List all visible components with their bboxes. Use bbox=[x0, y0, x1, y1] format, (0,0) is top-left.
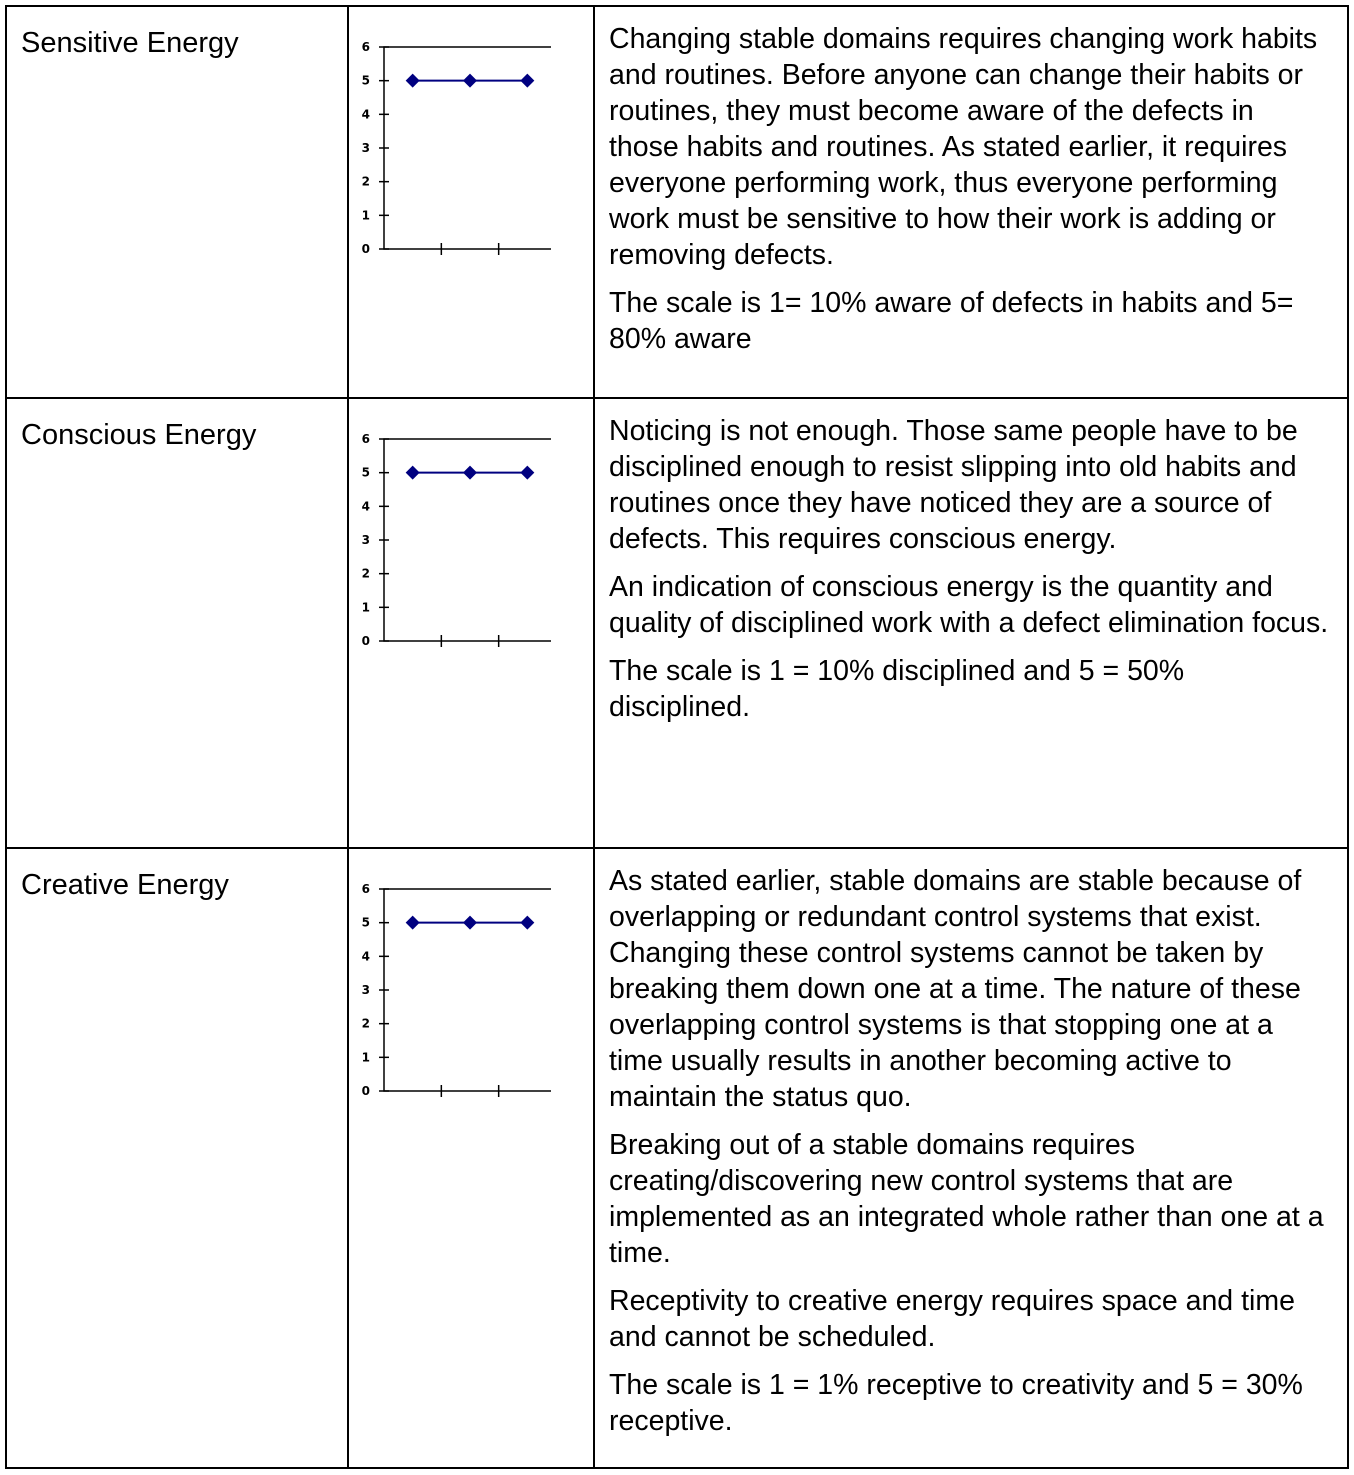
y-tick-label: 4 bbox=[361, 949, 370, 964]
y-tick-label: 6 bbox=[361, 882, 370, 896]
y-tick-label: 1 bbox=[361, 600, 370, 615]
row-label: Creative Energy bbox=[21, 869, 229, 901]
y-tick-label: 3 bbox=[361, 983, 370, 997]
data-point-marker bbox=[520, 466, 534, 480]
description-cell bbox=[594, 848, 1348, 1468]
row-label-cell bbox=[6, 848, 348, 1468]
y-tick-label: 5 bbox=[361, 73, 370, 88]
energy-chart-sensitive bbox=[351, 21, 551, 261]
table-row-creative bbox=[6, 848, 1348, 1468]
y-tick-label: 2 bbox=[361, 1016, 370, 1031]
y-tick-label: 2 bbox=[361, 174, 370, 189]
table-row-conscious bbox=[6, 398, 1348, 848]
y-tick-label: 6 bbox=[361, 40, 370, 54]
energy-chart-creative bbox=[351, 863, 551, 1103]
chart-cell bbox=[348, 848, 594, 1468]
chart-cell bbox=[348, 398, 594, 848]
description-cell bbox=[594, 398, 1348, 848]
data-point-marker bbox=[406, 916, 420, 930]
y-tick-label: 3 bbox=[361, 141, 370, 155]
description-paragraph: Noticing is not enough. Those same people have to be disciplined enough to resist slipping into old habits and routines once they have noticed they are a source of defects. This requires conscious energy. bbox=[609, 415, 1298, 555]
data-point-marker bbox=[406, 74, 420, 88]
y-tick-label: 1 bbox=[361, 208, 370, 223]
data-point-marker bbox=[463, 916, 477, 930]
row-label-cell bbox=[6, 398, 348, 848]
y-tick-label: 3 bbox=[361, 533, 370, 547]
table-row-sensitive bbox=[6, 6, 1348, 398]
y-tick-label: 4 bbox=[361, 107, 370, 122]
description-cell bbox=[594, 6, 1348, 398]
chart-cell bbox=[348, 6, 594, 398]
data-point-marker bbox=[406, 466, 420, 480]
data-point-marker bbox=[520, 74, 534, 88]
y-tick-label: 1 bbox=[361, 1050, 370, 1065]
y-tick-label: 0 bbox=[361, 242, 370, 256]
energy-table bbox=[5, 5, 1349, 1469]
scale-note: The scale is 1= 10% aware of defects in habits and 5= 80% aware bbox=[609, 287, 1294, 355]
row-label: Conscious Energy bbox=[21, 419, 257, 451]
description-paragraph: Changing stable domains requires changing work habits and routines. Before anyone can change their habits or routines, they must become aware of the defects in those habits and routines. As stated earlier, it requires everyone performing work, thus everyone performing work must be sensitive to how their work is adding or removing defects. bbox=[609, 23, 1318, 271]
y-tick-label: 5 bbox=[361, 915, 370, 930]
row-label: Sensitive Energy bbox=[21, 27, 239, 59]
data-point-marker bbox=[520, 916, 534, 930]
data-point-marker bbox=[463, 74, 477, 88]
y-tick-label: 5 bbox=[361, 465, 370, 480]
y-tick-label: 4 bbox=[361, 499, 370, 514]
description-paragraph: Receptivity to creative energy requires space and time and cannot be scheduled. bbox=[609, 1285, 1295, 1353]
y-tick-label: 0 bbox=[361, 634, 370, 648]
scale-note: The scale is 1 = 10% disciplined and 5 = 50% disciplined. bbox=[609, 655, 1185, 723]
energy-chart-conscious bbox=[351, 413, 551, 653]
description-paragraph: As stated earlier, stable domains are stable because of overlapping or redundant control systems that exist. Changing these control systems cannot be taken by breaking them down one at a time. The nature of these overlapping control systems is that stopping one at a time usually results in another becoming active to maintain the status quo. bbox=[609, 865, 1302, 1113]
y-tick-label: 6 bbox=[361, 432, 370, 446]
scale-note: The scale is 1 = 1% receptive to creativity and 5 = 30% receptive. bbox=[609, 1369, 1303, 1437]
y-tick-label: 0 bbox=[361, 1084, 370, 1098]
description-paragraph: An indication of conscious energy is the quantity and quality of disciplined work with a defect elimination focus. bbox=[609, 571, 1329, 639]
row-label-cell bbox=[6, 6, 348, 398]
description-paragraph: Breaking out of a stable domains requires creating/discovering new control systems that are implemented as an integrated whole rather than one at a time. bbox=[609, 1129, 1324, 1269]
y-tick-label: 2 bbox=[361, 566, 370, 581]
data-point-marker bbox=[463, 466, 477, 480]
